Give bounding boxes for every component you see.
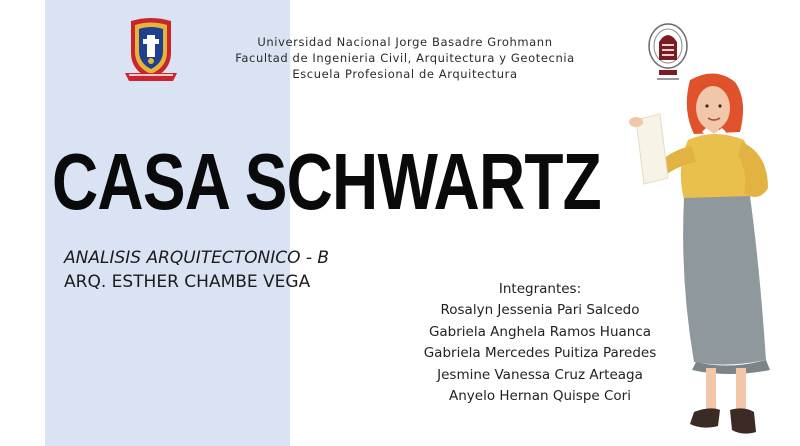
list-item: Rosalyn Jessenia Pari Salcedo xyxy=(440,302,640,318)
school-name: Escuela Profesional de Arquitectura xyxy=(292,67,518,81)
list-item: Gabriela Anghela Ramos Huanca xyxy=(428,323,652,340)
list-item: Gabriela Mercedes Puitiza Paredes xyxy=(423,345,657,361)
faculty-name: Facultad de Ingenieria Civil, Arquitectura y Geotecnia xyxy=(235,51,575,65)
list-item: Anyelo Hernan Quispe Cori xyxy=(449,388,631,404)
university-crest-icon xyxy=(123,15,179,83)
members-label: Integrantes: xyxy=(498,281,582,297)
page-title: CASA SCHWARTZ xyxy=(52,137,601,226)
teacher-name: ARQ. ESTHER CHAMBE VEGA xyxy=(64,272,311,292)
university-name: Universidad Nacional Jorge Basadre Grohmann xyxy=(257,35,553,49)
list-item: Jesmine Vanessa Cruz Arteaga xyxy=(437,366,643,383)
institution-header xyxy=(200,34,610,82)
course-name: ANALISIS ARQUITECTONICO - B xyxy=(64,248,330,268)
woman-holding-paper-icon xyxy=(610,70,800,446)
